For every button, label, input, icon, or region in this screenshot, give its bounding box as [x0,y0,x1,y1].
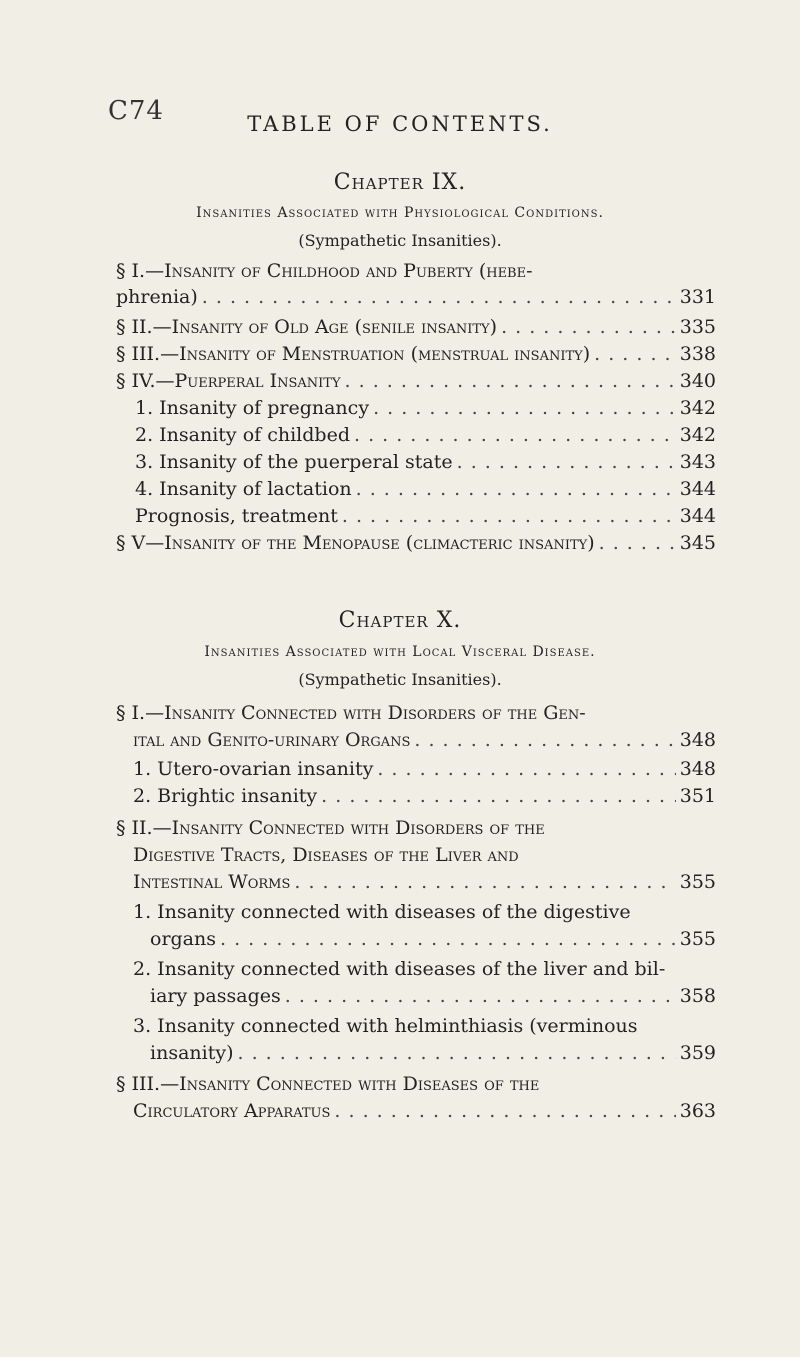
toc-entry[interactable]: 2. Insanity of childbed . . . 342 [135,424,716,446]
toc-entry-line: § III.—Insanity Connected with Diseases of the [116,1073,540,1095]
toc-entry[interactable]: § III.—Insanity of Menstruation (menstrual insanity) . . . 338 [116,343,716,365]
toc-entry[interactable]: phrenia) . . . 331 [116,286,716,308]
toc-entry[interactable]: 3. Insanity of the puerperal state . . . 343 [135,451,716,473]
chapter-subtitle: Insanities Associated with Local Visceral Disease. [204,644,596,660]
toc-entry-line: 1. Insanity connected with diseases of the digestive [133,901,631,923]
toc-entry[interactable]: Intestinal Worms . . . 355 [133,871,716,893]
toc-entry[interactable]: insanity) . . . 359 [150,1042,716,1064]
page-number: 331 [679,286,716,308]
page-number: 348 [679,758,716,780]
shelfmark: C74 [108,96,164,126]
toc-entry[interactable]: ital and Genito-urinary Organs . . . 348 [133,729,716,751]
chapter-note: (Sympathetic Insanities). [298,670,502,689]
page-number: 342 [679,397,716,419]
toc-entry[interactable]: § V—Insanity of the Menopause (climacteric insanity) . . . 345 [116,532,716,554]
page-number: 344 [679,478,716,500]
page-number: 348 [679,729,716,751]
page-number: 340 [679,370,716,392]
chapter-note: (Sympathetic Insanities). [298,231,502,250]
toc-entry[interactable]: 1. Utero-ovarian insanity . . . 348 [133,758,716,780]
page-number: 359 [679,1042,716,1064]
toc-entry[interactable]: Prognosis, treatment . . . 344 [135,505,716,527]
toc-entry[interactable]: 4. Insanity of lactation . . . 344 [135,478,716,500]
toc-entry[interactable]: Circulatory Apparatus . . . 363 [133,1100,716,1122]
toc-entry-line: Digestive Tracts, Diseases of the Liver and [133,844,519,866]
chapter-title: Chapter IX. [333,170,467,195]
toc-entry-line: § I.—Insanity of Childhood and Puberty (hebe- [116,260,533,282]
toc-entry-line: 2. Insanity connected with diseases of the liver and bil- [133,958,666,980]
page-number: 358 [679,985,716,1007]
page-number: 351 [679,785,716,807]
page-number: 345 [679,532,716,554]
page-number: 355 [679,871,716,893]
chapter-title: Chapter X. [338,608,462,633]
page-number: 343 [679,451,716,473]
toc-entry[interactable]: organs . . . 355 [150,928,716,950]
page-number: 363 [679,1100,716,1122]
running-head: TABLE OF CONTENTS. [247,112,553,136]
page-number: 335 [679,316,716,338]
toc-entry-line: § I.—Insanity Connected with Disorders of the Gen- [116,702,586,724]
page-number: 338 [679,343,716,365]
toc-entry[interactable]: § IV.—Puerperal Insanity . . . 340 [116,370,716,392]
toc-entry[interactable]: 1. Insanity of pregnancy . . . 342 [135,397,716,419]
page-number: 342 [679,424,716,446]
toc-entry-line: 3. Insanity connected with helminthiasis (verminous [133,1015,638,1037]
page-number: 344 [679,505,716,527]
toc-entry-line: § II.—Insanity Connected with Disorders of the [116,817,545,839]
toc-entry[interactable]: iary passages . . . 358 [150,985,716,1007]
toc-entry[interactable]: § II.—Insanity of Old Age (senile insanity) . . . 335 [116,316,716,338]
chapter-subtitle: Insanities Associated with Physiological Conditions. [196,205,604,221]
page-number: 355 [679,928,716,950]
toc-entry[interactable]: 2. Brightic insanity . . . 351 [133,785,716,807]
